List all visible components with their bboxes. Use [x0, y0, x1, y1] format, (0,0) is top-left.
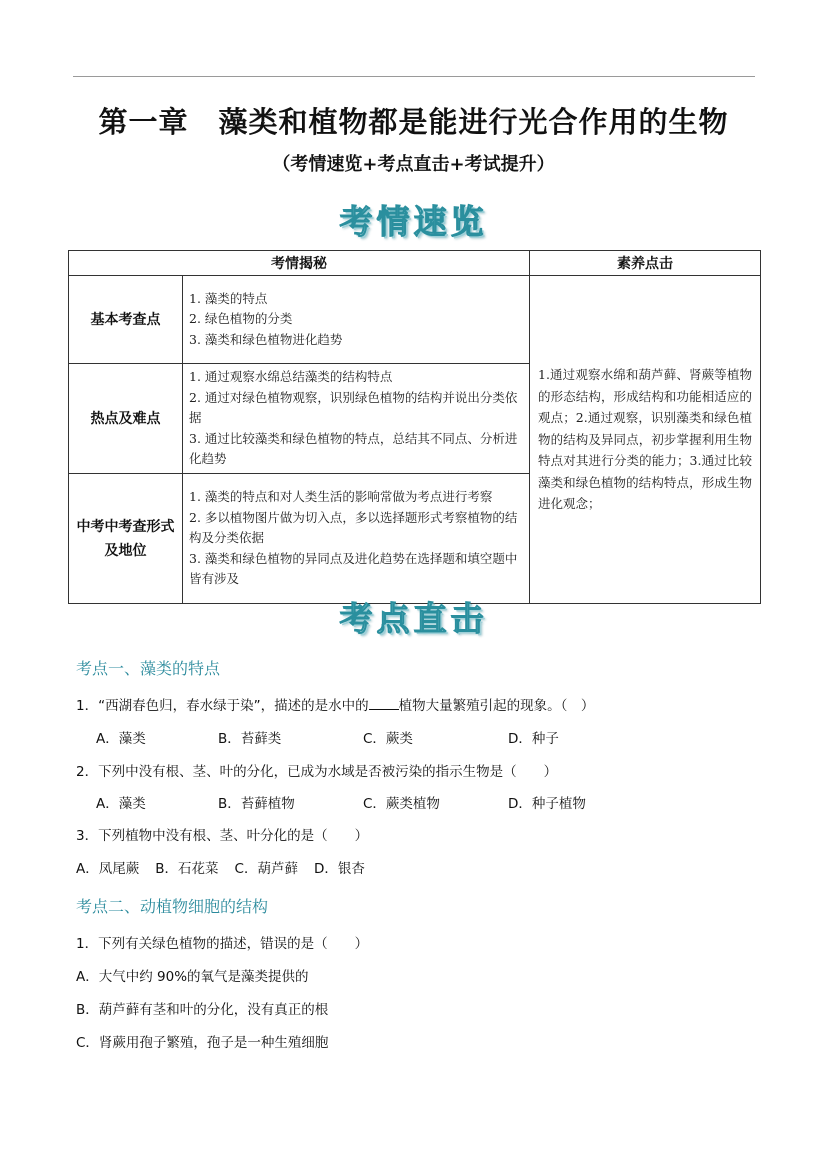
- option-b: B．苔藓类: [218, 731, 282, 747]
- row-details: [183, 276, 530, 364]
- section-heading-1: 考点一、藻类的特点: [76, 659, 221, 678]
- header-literacy: 素养点击: [530, 251, 761, 276]
- row-category: 热点及难点: [69, 364, 183, 474]
- option-a: A．藻类: [96, 796, 146, 812]
- row-details: [183, 364, 530, 474]
- detail-item: 1. 藻类的特点: [189, 290, 268, 306]
- row-details: [183, 474, 530, 604]
- detail-item: 2. 绿色植物的分类: [189, 311, 293, 327]
- detail-item: 1. 通过观察水绵总结藻类的结构特点: [189, 369, 393, 385]
- option-c: C．肾蕨用孢子繁殖，孢子是一种生殖细胞: [76, 1035, 329, 1051]
- option-b: B．石花菜: [155, 861, 219, 877]
- literacy-text: 1.通过观察水绵和葫芦藓、肾蕨等植物的形态结构，形成结构和功能相适应的观点；2.通过观察，识别藻类和绿色植物的结构及异同点，初步掌握利用生物特点对其进行分类的能力；3.通过比较藻类和绿色植物的结构特点，形成生物进化观念；: [530, 276, 761, 604]
- detail-item: 1. 藻类的特点和对人类生活的影响常做为考点进行考察: [189, 489, 493, 505]
- header-rule: [73, 76, 755, 77]
- option-c: C．葫芦藓: [234, 861, 298, 877]
- direct-banner: 考点直击: [339, 599, 488, 638]
- row-category: 中考中考查形式及地位: [69, 474, 183, 604]
- question-1-1: [76, 694, 594, 714]
- chapter-title: 第一章 藻类和植物都是能进行光合作用的生物: [98, 105, 729, 139]
- detail-item: 3. 藻类和绿色植物的异同点及进化趋势在选择题和填空题中皆有涉及: [189, 550, 518, 587]
- option-d: D．银杏: [313, 861, 365, 877]
- answer-blank: [369, 697, 399, 710]
- detail-item: 2. 通过对绿色植物观察，识别绿色植物的结构并说出分类依据: [189, 389, 518, 426]
- option-d: D．种子植物: [508, 796, 586, 812]
- option-c: C．蕨类植物: [363, 796, 440, 812]
- row-category: 基本考查点: [69, 276, 183, 364]
- option-b: B．苔藓植物: [218, 796, 295, 812]
- chapter-subtitle: （考情速览+考点直击+考试提升）: [272, 154, 555, 175]
- option-c: C．蕨类: [363, 731, 413, 747]
- question-1-2: 2．下列中没有根、茎、叶的分化，已成为水域是否被污染的指示生物是（ ）: [76, 764, 558, 780]
- detail-item: 3. 通过比较藻类和绿色植物的特点，总结其不同点、分析进化趋势: [189, 430, 518, 467]
- section-heading-2: 考点二、动植物细胞的结构: [76, 897, 269, 916]
- overview-banner: 考情速览: [339, 202, 488, 241]
- option-b: B．葫芦藓有茎和叶的分化，没有真正的根: [76, 1002, 329, 1018]
- question-1-3: 3．下列植物中没有根、茎、叶分化的是（ ）: [76, 828, 369, 844]
- options-1-3: [76, 857, 381, 877]
- header-exam: 考情揭秘: [69, 251, 530, 276]
- option-d: D．种子: [508, 731, 559, 747]
- option-a: A．大气中约 90%的氧气是藻类提供的: [76, 969, 309, 985]
- detail-item: 2. 多以植物图片做为切入点，多以选择题形式考察植物的结构及分类依据: [189, 509, 518, 546]
- option-a: A．藻类: [96, 731, 146, 747]
- option-a: A．凤尾蕨: [76, 861, 140, 877]
- question-2-1: 1．下列有关绿色植物的描述，错误的是（ ）: [76, 936, 369, 952]
- question-text: 1．“西湖春色归，春水绿于染”，描述的是水中的: [76, 698, 369, 714]
- exam-overview-table: [68, 250, 761, 604]
- table-header-row: [69, 251, 761, 276]
- detail-item: 3. 藻类和绿色植物进化趋势: [189, 331, 343, 347]
- table-row: [69, 276, 761, 364]
- question-text: 植物大量繁殖引起的现象。（ ）: [398, 698, 595, 714]
